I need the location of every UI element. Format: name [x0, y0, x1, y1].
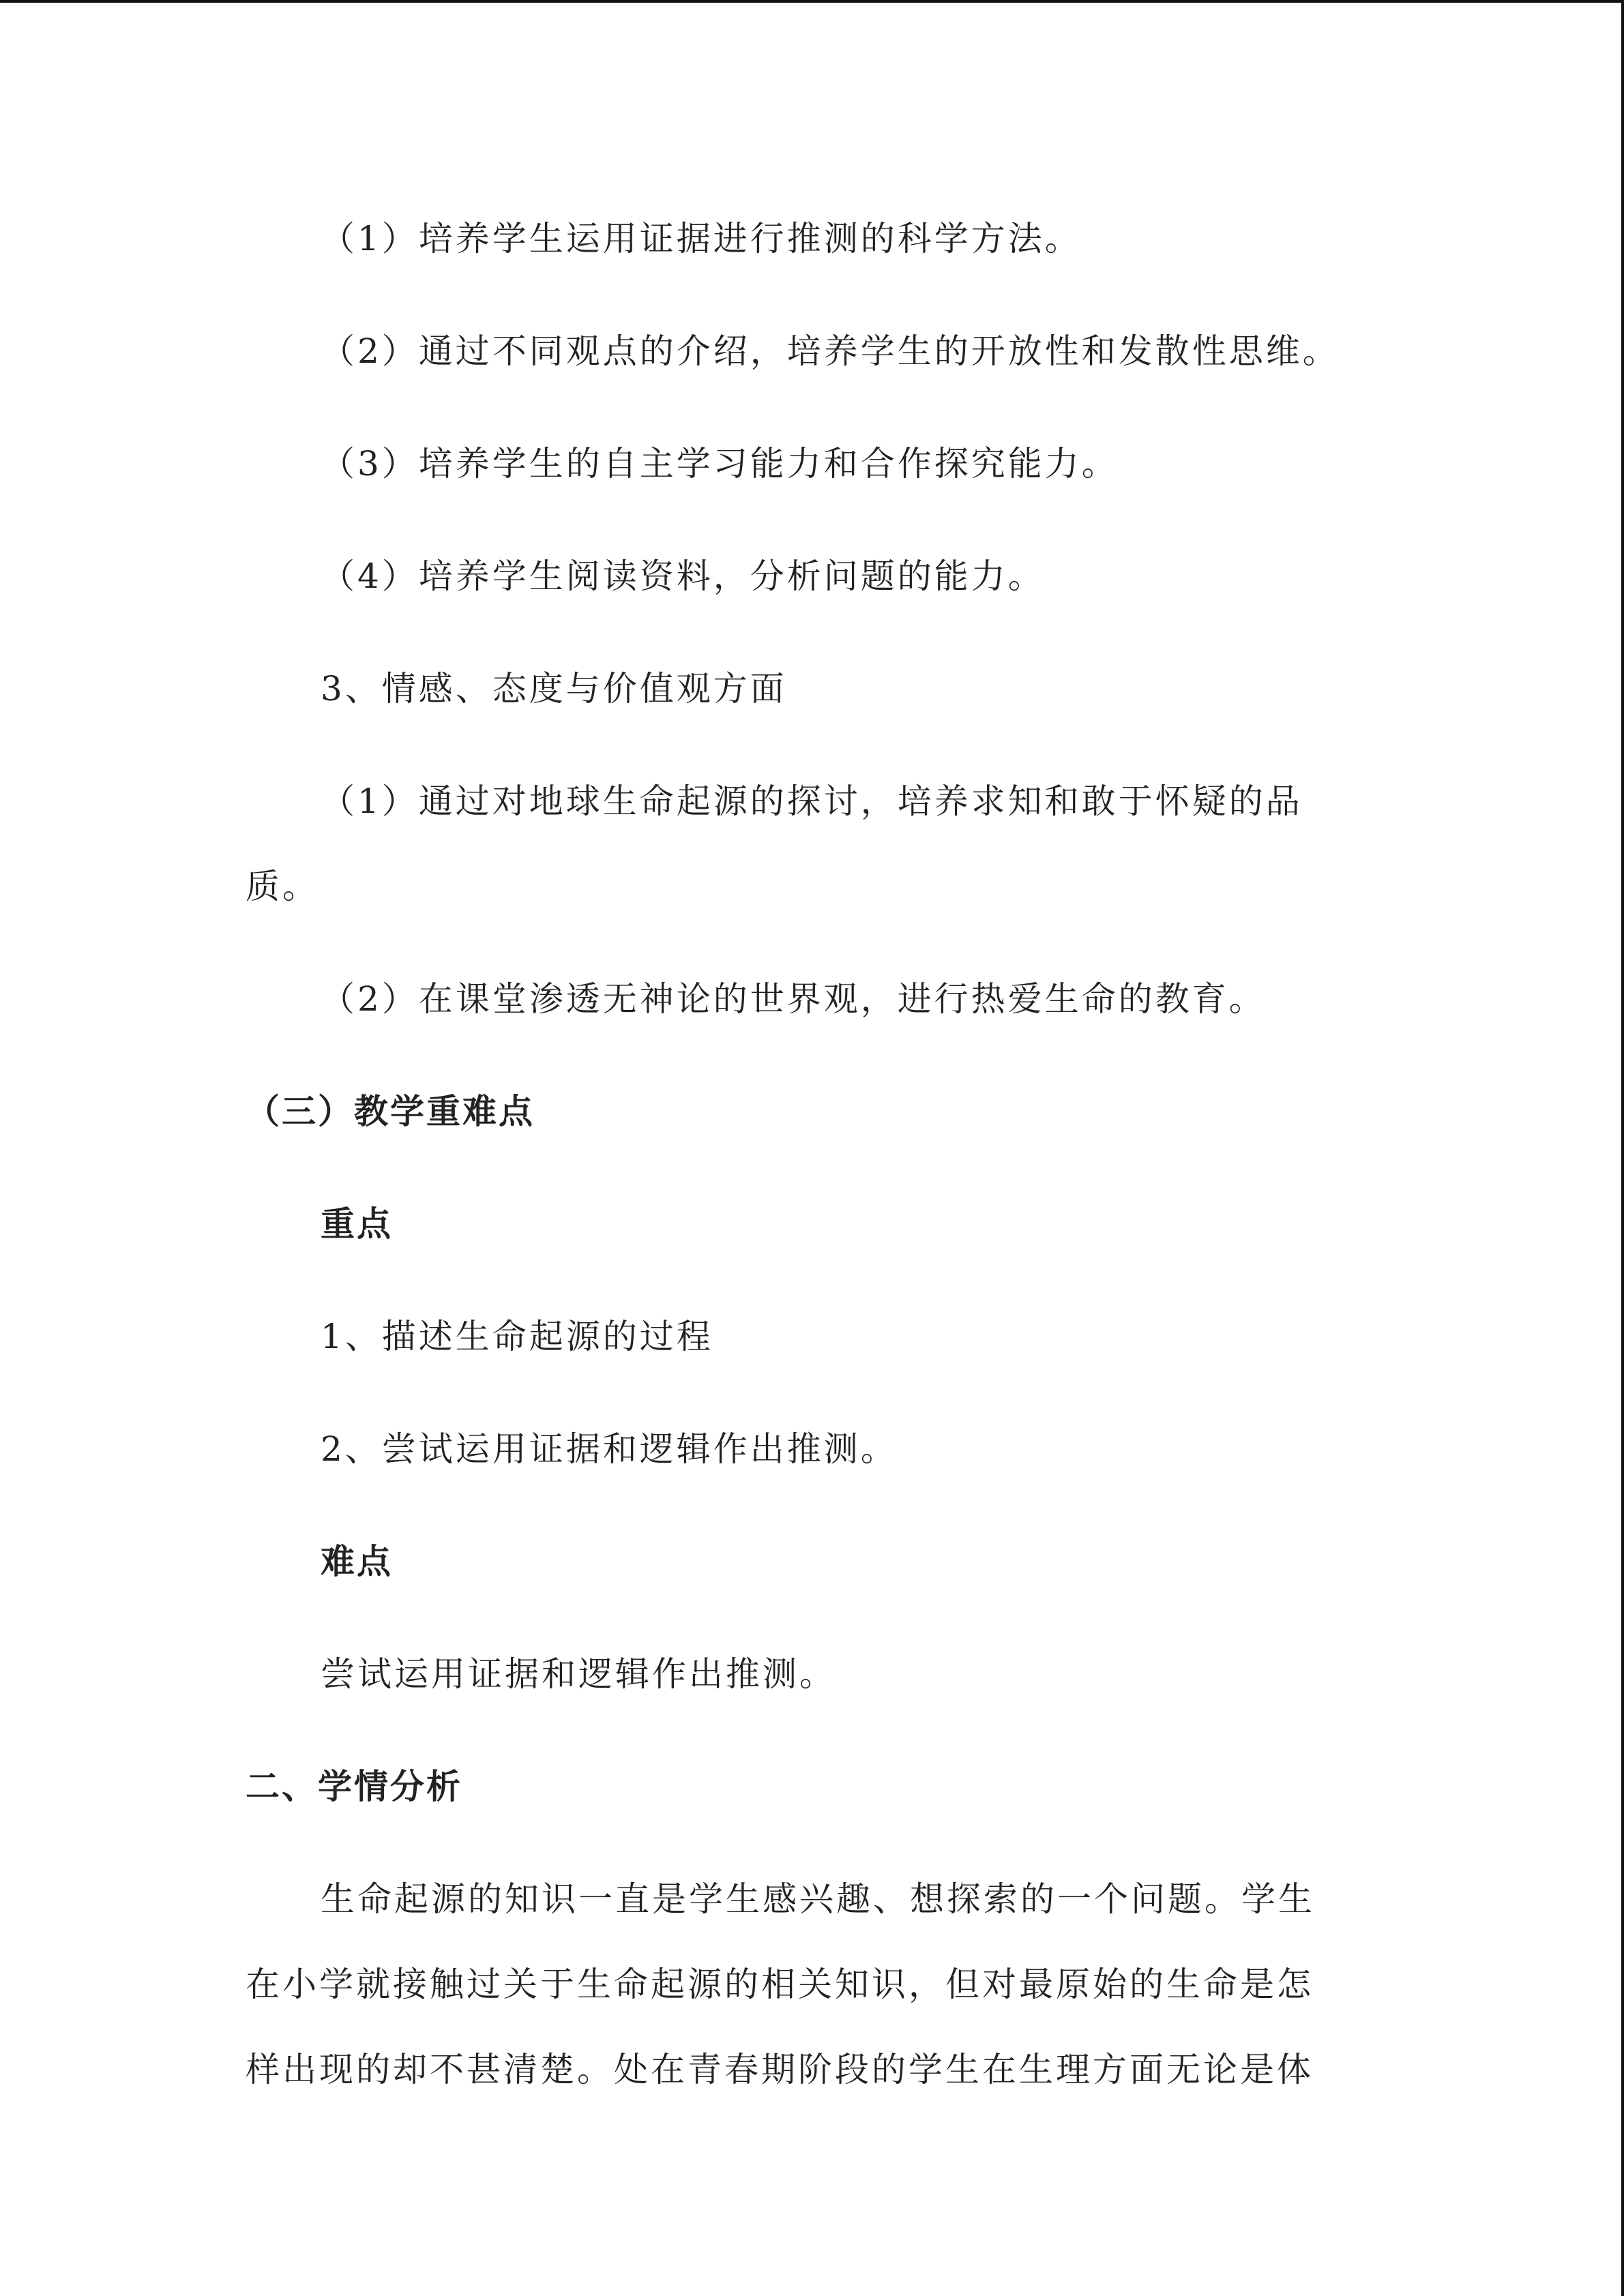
- subheading-difficult-points: 难点: [321, 1542, 393, 1581]
- key-point-2: 2、尝试运用证据和逻辑作出推测。: [321, 1429, 898, 1469]
- ability-item-1: （1）培养学生运用证据进行推测的科学方法。: [321, 219, 1082, 258]
- page-border-top: [0, 0, 1624, 3]
- heading-key-difficult-points: （三）教学重难点: [246, 1092, 535, 1131]
- ability-item-4: （4）培养学生阅读资料，分析问题的能力。: [321, 556, 1045, 596]
- emotion-item-1-continuation: 质。: [246, 867, 319, 906]
- ability-item-3: （3）培养学生的自主学习能力和合作探究能力。: [321, 444, 1119, 483]
- analysis-paragraph-line-1: 生命起源的知识一直是学生感兴趣、想探索的一个问题。学生: [321, 1879, 1315, 1919]
- analysis-paragraph-line-3: 样出现的却不甚清楚。处在青春期阶段的学生在生理方面无论是体: [246, 2050, 1314, 2089]
- difficult-point-1: 尝试运用证据和逻辑作出推测。: [321, 1654, 836, 1694]
- page-border-right: [1621, 0, 1624, 2296]
- emotion-item-2: （2）在课堂渗透无神论的世界观，进行热爱生命的教育。: [321, 979, 1266, 1019]
- section-heading-emotion: 3、情感、态度与价值观方面: [321, 669, 787, 709]
- ability-item-2: （2）通过不同观点的介绍，培养学生的开放性和发散性思维。: [321, 331, 1340, 371]
- heading-student-analysis: 二、学情分析: [246, 1767, 462, 1806]
- subheading-key-points: 重点: [321, 1204, 393, 1244]
- emotion-item-1: （1）通过对地球生命起源的探讨，培养求知和敢于怀疑的品: [321, 781, 1303, 821]
- analysis-paragraph-line-2: 在小学就接触过关于生命起源的相关知识，但对最原始的生命是怎: [246, 1965, 1314, 2004]
- key-point-1: 1、描述生命起源的过程: [321, 1317, 713, 1356]
